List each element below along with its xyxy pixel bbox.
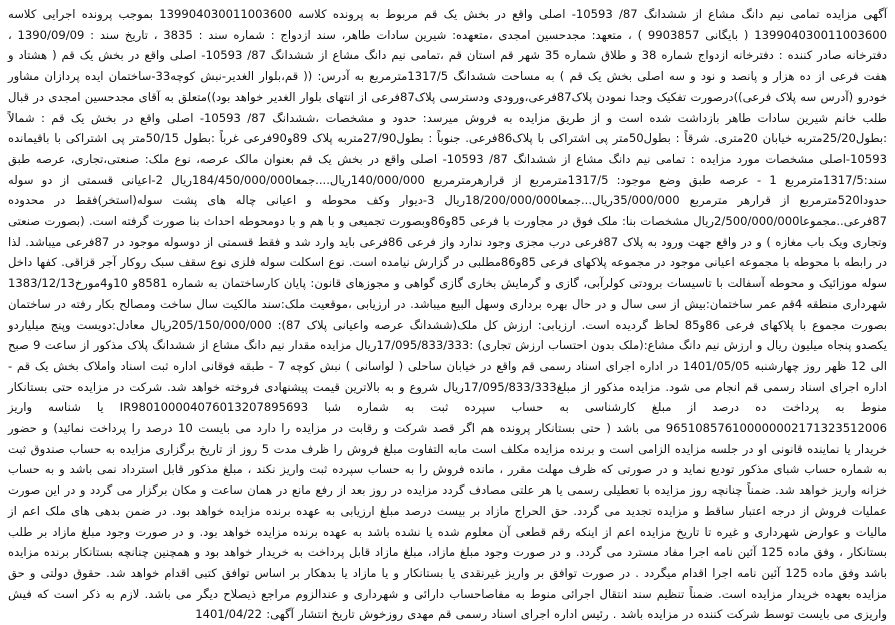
- publish-date: 1401/04/22: [195, 607, 263, 622]
- notice-body: [8, 4, 887, 625]
- notice-body-text: آگهی مزایده تمامی نیم دانگ مشاع از ششدانگ 87/ 10593- اصلی واقع در بخش یک قم مربوط به پرونده کلاسه 139904030011003600 بموجب پرونده اجرایی کلاسه 139904030011003600 ( بایگانی 9903857 ) ، متعهد: مجدحسین امجدی ،متعهده: شیرین سادات طاهر، سند ازدواج : شماره سند : 3835 ، تاریخ سند : 1390/09/09 ، دفترخانه صادر کننده : دفترخانه ازدواج شماره 38 و طلاق شماره 35 شهر قم استان قم ،تمامی نیم دانگ مشاع از ششدانگ 87/ 10593- اصلی واقع در بخش یک قم ( هشتاد و هفت فرعی از ده هزار و پانصد و نود و سه اصلی بخش یک قم ) به مساحت ششدانگ 1317/5مترمربع به آدرس: (( قم،بلوار الغدیر-نبش کوچه33-ساختمان ایده پردازان مشاور خودرو (آدرس سه پلاک فرعی))درصورت تفکیک وجدا نمودن پلاک87فرعی،ورودی ودسترسی پلاک87فرعی از انتهای بلوار الغدیر خواهد بود))متعلق به آقای مجدحسین امجدی در قبال طلب خانم شیرین سادات طاهر بازداشت شده است و از طریق مزایده به فروش میرسد: حدود و مشخصات ،ششدانگ 87/ 10593- اصلی واقع در بخش یک قم : شمالاً :بطول25/20متربه خیابان 20متری. شرقاً : بطول50متر پی اشتراکی با پلاک86فرعی. جنوباً : بطول27/90متربه پلاک 89و90فرعی غرباً :بطول 50/15متر پی اشتراکی با باقیمانده 10593-اصلی مشخصات مورد مزایده : تمامی نیم دانگ مشاع از ششدانگ 87/ 10593- اصلی واقع در بخش یک قم بعنوان مالک عرصه، نوع ملک: صنعتی،تجاری، عرصه طبق سند:1317/5مترمربع 1 - عرصه طبق وضع موجود: 1317/5مترمربع از قرارهرمترمربع 140/000/000ریال....جمعا184/450/000/000ریال 2-اعیانی قسمتی از دو سوله حدودا520مترمربع از قرارهر مترمربع 35/000/000ریال...جمعا18/200/000/000ریال 3-دیوار وکف محوطه و اعیانی چاله های پشت سوله(استخر)فقط در محدوده 87فرعی..مجموعا2/500/000/000ریال مشخصات بنا: ملک فوق در مجاورت با فرعی 85و86وبصورت تجمیعی و با هم و با دومحوطه احداث بنا صورت گرفته است. (بصورت صنعتی وتجاری ویک باب مغازه ) و در واقع جهت ورود به پلاک 87فرعی درب مجزی وجود ندارد واز فرعی 86فرعی باید وارد شد و فقط قسمتی از دوسوله موجود در 87فرعی میباشد. لذا در رابطه با محوطه با مجموعه اعیانی موجود در مجموعه پلاکهای فرعی 85و86مطلبی در گزارش نیامده است. نوع اسکلت سوله فلزی نوع سقف سبک روکار آجر قزاقی. کفها داخل سوله موزائیک و محوطه آسفالت با تاسیسات برودتی کولرآبی، گازی و گرمایش بخاری گازی گواهی و مجوزهای قانون: پایان کارساختمان به شماره 8581و 10و4مورخ1383/12/13 شهرداری منطقه 4قم عمر ساختمان:بیش از سی سال و در حال بهره برداری وسهل البیع میباشد. در ارزیابی ،موقعیت ملک:سند مالکیت سال ساخت ومصالح بکار رفته در ساختمان بصورت مجموع با پلاکهای فرعی 86و85 لحاظ گردیده است. ارزیابی: ارزش کل ملک(ششدانگ عرصه واعیانی پلاک 87): 205/150/000/000ریال معادل:دویست وپنج میلیاردو یکصدو پنجاه میلیون ریال و ارزش نیم دانگ مشاع:(ملک بدون احتساب ارزش تجاری) :17/095/833/333ریال مزایده مقدار نیم دانگ مشاع از ششدانگ پلاک مذکور از ساعت 9 صبح الی 12 ظهر روز چهارشنبه 1401/05/05 در اداره اجرای اسناد رسمی قم واقع در خیابان ساحلی ( لواسانی ) نبش کوچه 7 - طبقه فوقانی اداره ثبت اسناد واملاک بخش یک قم - اداره اجرای اسناد رسمی قم انجام می شود. مزایده مذکور از مبلغ17/095/833/333ریال شروع و به بالاترین قیمت پیشنهادی فروخته خواهد شد. شرکت در مزایده حتی بستانکار منوط به پرداخت ده درصد از مبلغ کارشناسی به حساب سپرده ثبت به شماره شبا IR980100004076013207895693 یا شناسه واریز 965108576100000002171323512006 می باشد ( حتی بستانکار پرونده هم اگر قصد شرکت و رقابت در مزایده را دارد می بایست 10 درصد را پرداخت نمائید) و حضور خریدار یا نماینده قانونی او در جلسه مزایده الزامی است و برنده مزایده مکلف است مابه التفاوت مبلغ فروش را ظرف مدت 5 روز از تاریخ برگزاری مزایده به حساب صندوق ثبت به شماره حساب شبای مذکور تودیع نماید و در صورتی که ظرف مهلت مقرر ، مانده فروش را به حساب سپرده ثبت واریز نکند ، مبلغ مذکور قابل استرداد نمی باشد و به حساب خزانه واریز خواهد شد. ضمناً چنانچه روز مزایده با تعطیلی رسمی یا هر علتی مصادف گردد مزایده در روز بعد از رفع مانع در همان ساعت و مکان برگزار می گردد و در این صورت عملیات فروش از درجه اعتبار ساقط و مزایده تجدید می گردد. حق الحراج مازاد بر بیست درصد مبلغ ارزیابی به عهده برنده مزایده خواهد بود. در ضمن بدهی های ملک اعم از مالیات و عوارض شهرداری و غیره تا تاریخ مزایده اعم از اینکه رقم قطعی آن معلوم شده یا نشده باشد به عهده برنده مزایده خواهد بود. و در صورت وجود مبلغ مازاد بر طلب بستانکار ، وفق ماده 125 آئین نامه اجرا مفاد مسترد می گردد. و در صورت وجود مبلغ مازاد، مبلغ مازاد قابل پرداخت به خریدار خواهد بود و همچنین چنانچه بستانکار برنده مزایده باشد وفق ماده 125 آئین نامه اجرا اقدام میگردد . در صورت توافق بر واریز غیرنقدی یا بستانکار و یا مازاد یا بدهکار بر اساس توافق کتبی اقدام خواهد شد. حقوق دولتی و حق مزایده بعهده خریدار مزایده است. ضمناً تنظیم سند انتقال اجرائی منوط به مفاصاحساب دارائی و شهرداری و عندالزوم مراجع ذیصلاح دیگر می باشد. لازم به ذکر است که فیش واریزی می بایست توسط شرکت کننده در مزایده باشد . رئیس اداره اجرای اسناد رسمی قم مهدی روزخوش: [8, 7, 888, 622]
- auction-notice: [8, 4, 887, 625]
- publish-date-label: تاریخ انتشار آگهی:: [266, 607, 355, 622]
